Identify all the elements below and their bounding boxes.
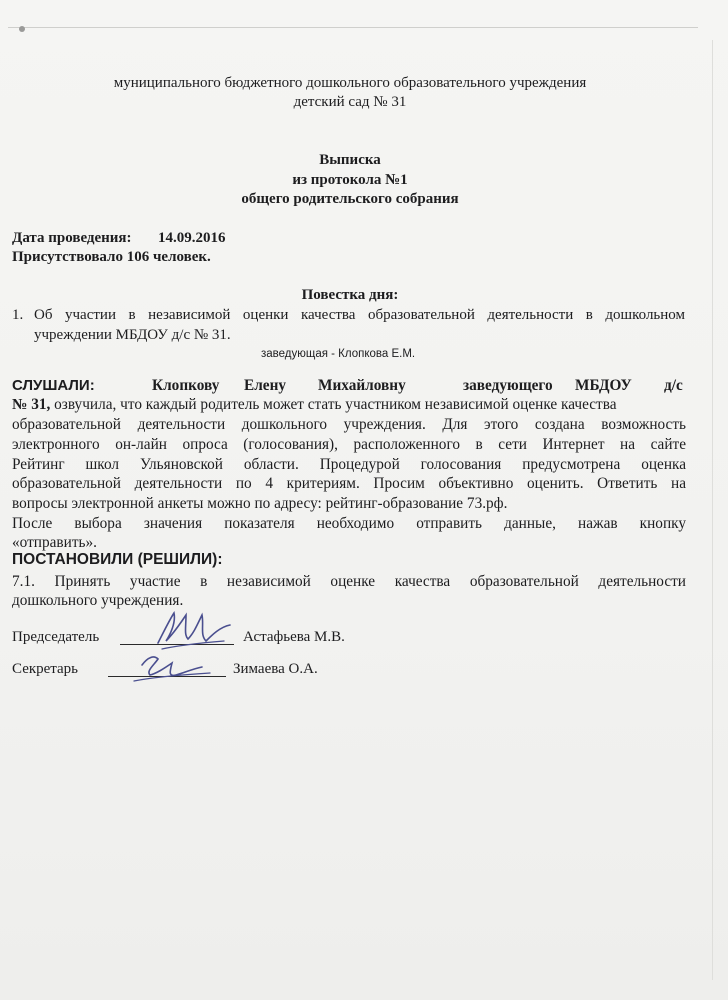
doc-title-line3: общего родительского собрания	[241, 191, 459, 207]
agenda-item-line2: учреждении МБДОУ д/с № 31.	[34, 327, 231, 343]
heard-line2-rest: озвучила, что каждый родитель может стать участником независимой оценке качества	[50, 396, 617, 413]
heard-line3: образовательной деятельности дошкольного учреждения. Для этого создана возможность	[12, 416, 686, 433]
punch-hole-mark	[19, 26, 25, 32]
secretary-name: Зимаева О.А.	[233, 661, 318, 677]
page-edge	[712, 40, 713, 980]
heard-word: Клопкову	[152, 377, 220, 394]
heard-line4: электронного он-лайн опроса (голосования), расположенного в сети Интернет на сайте	[12, 436, 686, 453]
agenda-speaker: заведующая - Клопкова Е.М.	[261, 348, 416, 360]
resolved-heading: ПОСТАНОВИЛИ (РЕШИЛИ):	[12, 551, 223, 568]
org-name-line1: муниципального бюджетного дошкольного образовательного учреждения	[113, 75, 587, 91]
doc-title-line1: Выписка	[319, 152, 381, 168]
secretary-label: Секретарь	[12, 661, 79, 677]
agenda-heading: Повестка дня:	[301, 287, 399, 303]
heard-word: Михайловну	[318, 377, 406, 394]
meeting-date-value: 14.09.2016	[158, 230, 226, 246]
heard-word: заведующего	[463, 377, 553, 394]
page-edge	[8, 27, 698, 28]
agenda-item-number: 1.	[12, 307, 24, 323]
heard-line7: вопросы электронной анкеты можно по адресу: рейтинг-образование 73.рф.	[12, 495, 508, 512]
meeting-date-label: Дата проведения:	[12, 230, 132, 246]
heard-label: СЛУШАЛИ:	[12, 377, 95, 394]
resolved-line2: дошкольного учреждения.	[12, 592, 184, 609]
org-name-line2: детский сад № 31	[293, 94, 407, 110]
heard-word: МБДОУ	[575, 377, 632, 394]
agenda-item-line1: Об участии в независимой оценки качества образовательной деятельности в дошкольном	[34, 307, 685, 323]
heard-line5: Рейтинг школ Ульяновской области. Процедурой голосования предусмотрена оценка	[12, 456, 686, 473]
chair-label: Председатель	[12, 629, 100, 645]
chair-name: Астафьева М.В.	[243, 629, 345, 645]
heard-word: Елену	[244, 377, 287, 394]
resolved-line1: 7.1. Принять участие в независимой оценке качества образовательной деятельности	[12, 573, 686, 590]
heard-line6: образовательной деятельности по 4 критериям. Просим объективно оценить. Ответить на	[12, 475, 686, 492]
heard-line2	[12, 395, 686, 416]
doc-title-line2: из протокола №1	[292, 172, 408, 188]
secretary-signature	[120, 645, 220, 690]
heard-word: д/с	[664, 377, 683, 394]
heard-line2-bold: № 31,	[12, 396, 51, 413]
heard-line8: После выбора значения показателя необходимо отправить данные, нажав кнопку	[12, 515, 686, 532]
attendance-text: Присутствовало 106 человек.	[12, 249, 211, 265]
heard-line9: «отправить».	[12, 534, 97, 551]
